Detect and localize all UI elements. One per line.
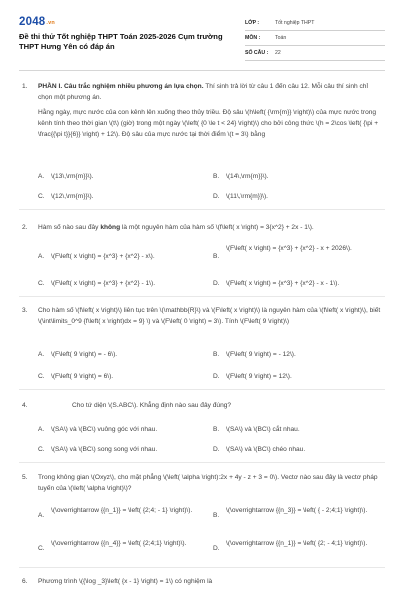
question-divider	[19, 209, 385, 210]
option-text: \(F\left( 9 \right) = 12\).	[226, 373, 292, 380]
option-text: \(\overrightarrow {{n_1}} = \left( {2;4; - 1} \right)\).	[51, 507, 193, 514]
question-text-part: là một nguyên hàm của hàm số \(f\left( x \right) = 3{x^2} + 2x - 1\).	[120, 224, 314, 231]
question-number: 6.	[22, 578, 28, 585]
option-letter: D.	[213, 446, 220, 453]
option-text: \(11\,\rm{m}}\).	[226, 193, 269, 200]
option-text: \(F\left( x \right) = {x^3} + {x^2} - x + 2026\).	[226, 245, 352, 252]
option-text: \(SA\) và \(BC\) song song với nhau.	[51, 446, 158, 453]
option-text: \(F\left( x \right) = {x^3} + {x^2} - x - 1\).	[226, 280, 340, 287]
option-text: \(\overrightarrow {{n_1}} = \left( {2; - 4;1} \right)\).	[226, 540, 368, 547]
question-2-option-d[interactable]	[213, 278, 339, 289]
option-text: \(12\,\rm{m}}\).	[51, 193, 94, 200]
option-letter: D.	[213, 193, 220, 200]
question-number: 5.	[22, 474, 28, 481]
question-text-emphasis: không	[100, 224, 121, 231]
question-2-text	[38, 222, 383, 233]
question-3-option-a[interactable]	[38, 349, 117, 360]
option-letter: C.	[38, 446, 45, 453]
question-3-option-d[interactable]	[213, 371, 292, 382]
option-text: \(F\left( 9 \right) = - 12\).	[226, 351, 296, 358]
question-number: 1.	[22, 83, 28, 90]
section-instructions: Thí sinh trả lời từ câu 1 đến câu 12. Mỗi câu thí sinh chỉ chọn một phương án.	[38, 83, 368, 101]
option-text: \(F\left( x \right) = {x^3} + {x^2} - 1\).	[51, 280, 156, 287]
question-4-text: Cho tứ diện \(S.ABC\). Khẳng định nào sau đây đúng?	[72, 402, 232, 409]
meta-key: MÔN :	[245, 35, 261, 41]
option-letter: B.	[213, 173, 220, 180]
question-3-text: Cho hàm số \(f\left( x \right)\) liên tục trên \(\mathbb{R}\) và \(F\left( x \right)\) là nguyên hàm của \(f\left( x \right)\), biết \(\int\limits_0^9 {f\left( x \right)dx = 9} \) và \(F\left( 0 \right) = 3\). Tính \(F\left( 9 \right)\)	[38, 307, 381, 325]
option-letter: C.	[38, 545, 45, 552]
option-text: \(13\,\rm{m}}\).	[51, 173, 94, 180]
question-5-option-a[interactable]	[38, 505, 208, 521]
question-number: 2.	[22, 224, 28, 231]
question-4-option-a[interactable]	[38, 424, 157, 435]
option-letter: D.	[213, 545, 220, 552]
option-text: \(SA\) và \(BC\) cắt nhau.	[226, 426, 300, 433]
question-2-option-b[interactable]	[213, 243, 383, 262]
option-letter: C.	[38, 373, 45, 380]
logo-domain: .vn	[46, 20, 55, 26]
question-6-text: Phương trình \({\log _3}\left( {x - 1} \right) = 1\) có nghiệm là	[38, 578, 213, 585]
option-letter: D.	[213, 373, 220, 380]
question-divider	[19, 389, 385, 390]
question-5-option-d[interactable]	[213, 538, 383, 554]
question-5-text: Trong không gian \(Oxyz\), cho mặt phẳng \(\left( \alpha \right):2x + 4y - z + 3 = 0\). Vectơ nào sau đây là vectơ pháp tuyến của \(\left( \alpha \right)\)?	[38, 474, 378, 492]
option-text: \(F\left( 9 \right) = 6\).	[51, 373, 114, 380]
question-2-option-c[interactable]	[38, 278, 155, 289]
option-text: \(SA\) và \(BC\) chéo nhau.	[226, 446, 306, 453]
question-2-option-a[interactable]	[38, 251, 155, 262]
option-letter: B.	[213, 426, 220, 433]
question-text-part: Hàm số nào sau đây	[38, 224, 101, 231]
question-divider	[19, 567, 385, 568]
option-text: \(\overrightarrow {{n_4}} = \left( {2;4;1} \right)\).	[51, 540, 187, 547]
question-number: 3.	[22, 307, 28, 314]
question-3-option-c[interactable]	[38, 371, 113, 382]
question-divider	[19, 462, 385, 463]
meta-value: Toán	[275, 35, 287, 41]
question-1-intro	[38, 81, 383, 103]
meta-key: LỚP :	[245, 20, 260, 26]
section-heading: PHẦN I. Câu trắc nghiệm nhiều phương án lựa chọn.	[38, 83, 204, 90]
option-text: \(F\left( 9 \right) = - 6\).	[51, 351, 118, 358]
logo-text: 2048	[19, 16, 46, 28]
question-3-option-b[interactable]	[213, 349, 296, 360]
meta-value: 22	[275, 50, 281, 56]
question-1-option-b[interactable]	[213, 171, 269, 182]
question-5-option-c[interactable]	[38, 538, 208, 554]
question-4-option-d[interactable]	[213, 444, 305, 455]
option-text: \(F\left( x \right) = {x^3} + {x^2} - x\).	[51, 253, 155, 260]
option-letter: A.	[38, 253, 45, 260]
option-text: \(14\,\rm{m}}\).	[226, 173, 269, 180]
option-letter: B.	[213, 512, 220, 519]
question-4-option-c[interactable]	[38, 444, 157, 455]
question-1-option-d[interactable]	[213, 191, 268, 202]
option-letter: D.	[213, 280, 220, 287]
option-letter: A.	[38, 426, 45, 433]
option-letter: A.	[38, 173, 45, 180]
option-letter: B.	[213, 351, 220, 358]
option-letter: C.	[38, 280, 45, 287]
question-divider	[19, 296, 385, 297]
question-4-option-b[interactable]	[213, 424, 300, 435]
meta-value: Tốt nghiệp THPT	[275, 20, 315, 26]
option-text: \(SA\) và \(BC\) vuông góc với nhau.	[51, 426, 158, 433]
meta-key: SỐ CÂU :	[245, 50, 269, 56]
option-letter: C.	[38, 193, 45, 200]
exam-title: Đề thi thử Tốt nghiệp THPT Toán 2025-2026 Cụm trường THPT Hưng Yên có đáp án	[19, 32, 223, 51]
question-1-option-a[interactable]	[38, 171, 94, 182]
option-letter: A.	[38, 351, 45, 358]
question-5-option-b[interactable]	[213, 505, 383, 521]
option-letter: B.	[213, 253, 220, 260]
question-number: 4.	[22, 402, 28, 409]
question-1-text: Hằng ngày, mực nước của con kênh lên xuống theo thủy triều. Độ sâu \(h\left( {\rm{m}} \right)\) của mực nước trong kênh tính theo thời gian \(t\) (giờ) trong một ngày \(\left( {0 \le t < 24} \right)\) cho bởi công thức \(h = 2\cos \left( {\pi + \frac{{\pi t}}{6}} \right) + 12\). Độ sâu của mực nước tại thời điểm \(t = 3\) bằng	[38, 109, 379, 138]
option-text: \(\overrightarrow {{n_3}} = \left( { - 2;4;1} \right)\).	[226, 507, 368, 514]
question-1-option-c[interactable]	[38, 191, 94, 202]
option-letter: A.	[38, 512, 45, 519]
